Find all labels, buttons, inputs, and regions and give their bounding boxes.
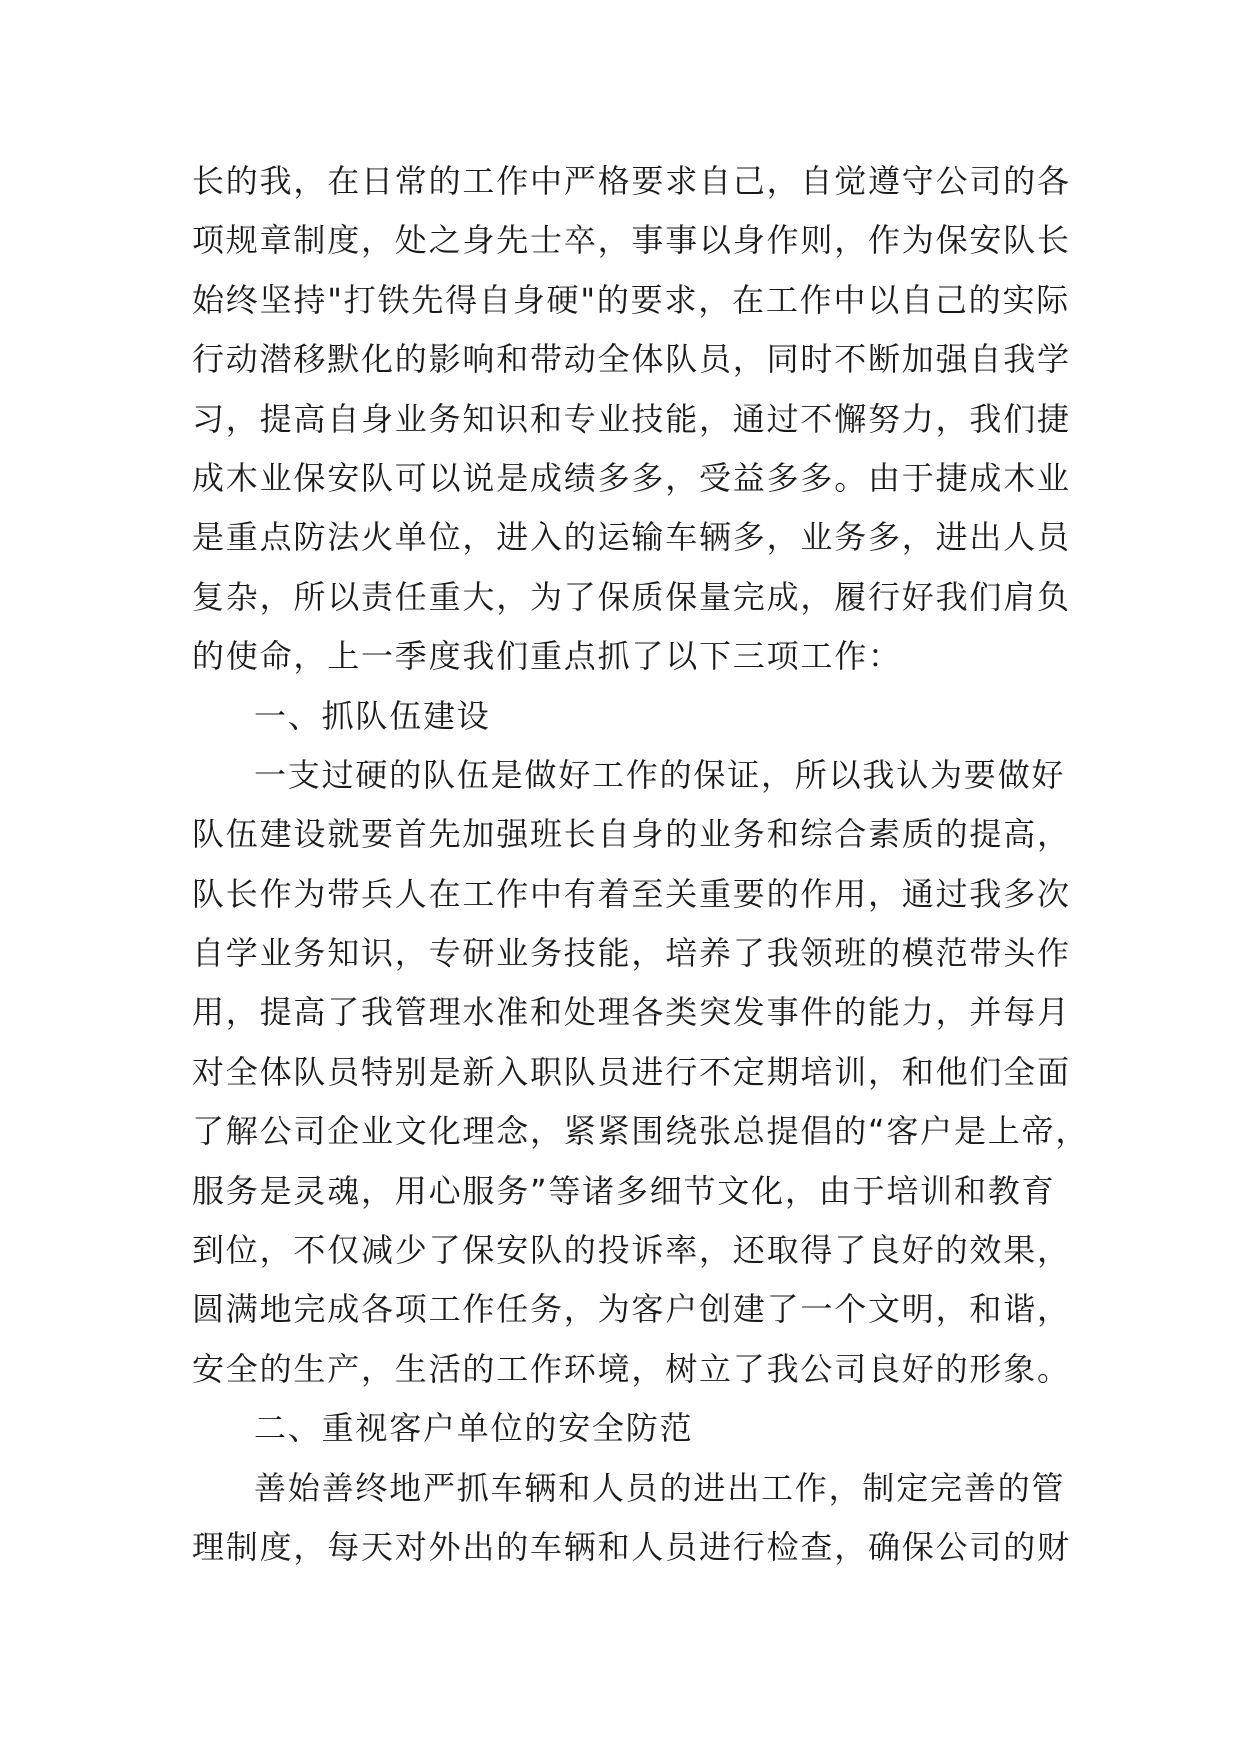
text-line: 的使命，上一季度我们重点抓了以下三项工作： [192,637,902,676]
text-line: 长的我，在日常的工作中严格要求自己，自觉遵守公司的各 [192,162,1071,200]
section-heading: 二、重视客户单位的安全防范 [254,1409,694,1448]
text-line: 队伍建设就要首先加强班长自身的业务和综合素质的提高， [192,815,1071,854]
document-body [192,152,1090,1577]
text-line: 始终坚持"打铁先得自身硬"的要求，在工作中以自己的实际 [192,280,1071,319]
text-line: 是重点防法火单位，进入的运输车辆多，业务多，进出人员 [192,518,1071,557]
text-line: 了解公司企业文化理念，紧紧围绕张总提倡的“客户是上帝， [192,1112,1090,1151]
text-line: 理制度，每天对外出的车辆和人员进行检查，确保公司的财 [192,1527,1071,1566]
text-line: 圆满地完成各项工作任务，为客户创建了一个文明，和谐， [192,1290,1071,1329]
text-line: 对全体队员特别是新入职队员进行不定期培训，和他们全面 [192,1052,1071,1091]
text-line: 用，提高了我管理水准和处理各类突发事件的能力，并每月 [192,993,1071,1032]
text-line: 到位，不仅减少了保安队的投诉率，还取得了良好的效果， [192,1231,1071,1270]
text-line: 自学业务知识，专研业务技能，培养了我领班的模范带头作 [192,934,1071,973]
text-line: 行动潜移默化的影响和带动全体队员，同时不断加强自我学 [192,340,1071,379]
section-heading: 一、抓队伍建设 [254,696,491,735]
text-line: 复杂，所以责任重大，为了保质保量完成，履行好我们肩负 [192,577,1071,616]
text-line: 习，提高自身业务知识和专业技能，通过不懈努力，我们捷 [192,399,1071,438]
text-line: 项规章制度，处之身先士卒，事事以身作则，作为保安队长 [192,221,1071,260]
text-line: 成木业保安队可以说是成绩多多，受益多多。由于捷成木业 [192,458,1071,497]
text-line: 服务是灵魂，用心服务”等诸多细节文化，由于培训和教育 [192,1171,1056,1210]
paragraph-first-line: 善始善终地严抓车辆和人员的进出工作，制定完善的管 [254,1468,1066,1507]
text-line: 队长作为带兵人在工作中有着至关重要的作用，通过我多次 [192,874,1071,913]
text-line: 安全的生产，生活的工作环境，树立了我公司良好的形象。 [192,1349,1071,1388]
paragraph-first-line: 一支过硬的队伍是做好工作的保证，所以我认为要做好 [254,755,1066,794]
